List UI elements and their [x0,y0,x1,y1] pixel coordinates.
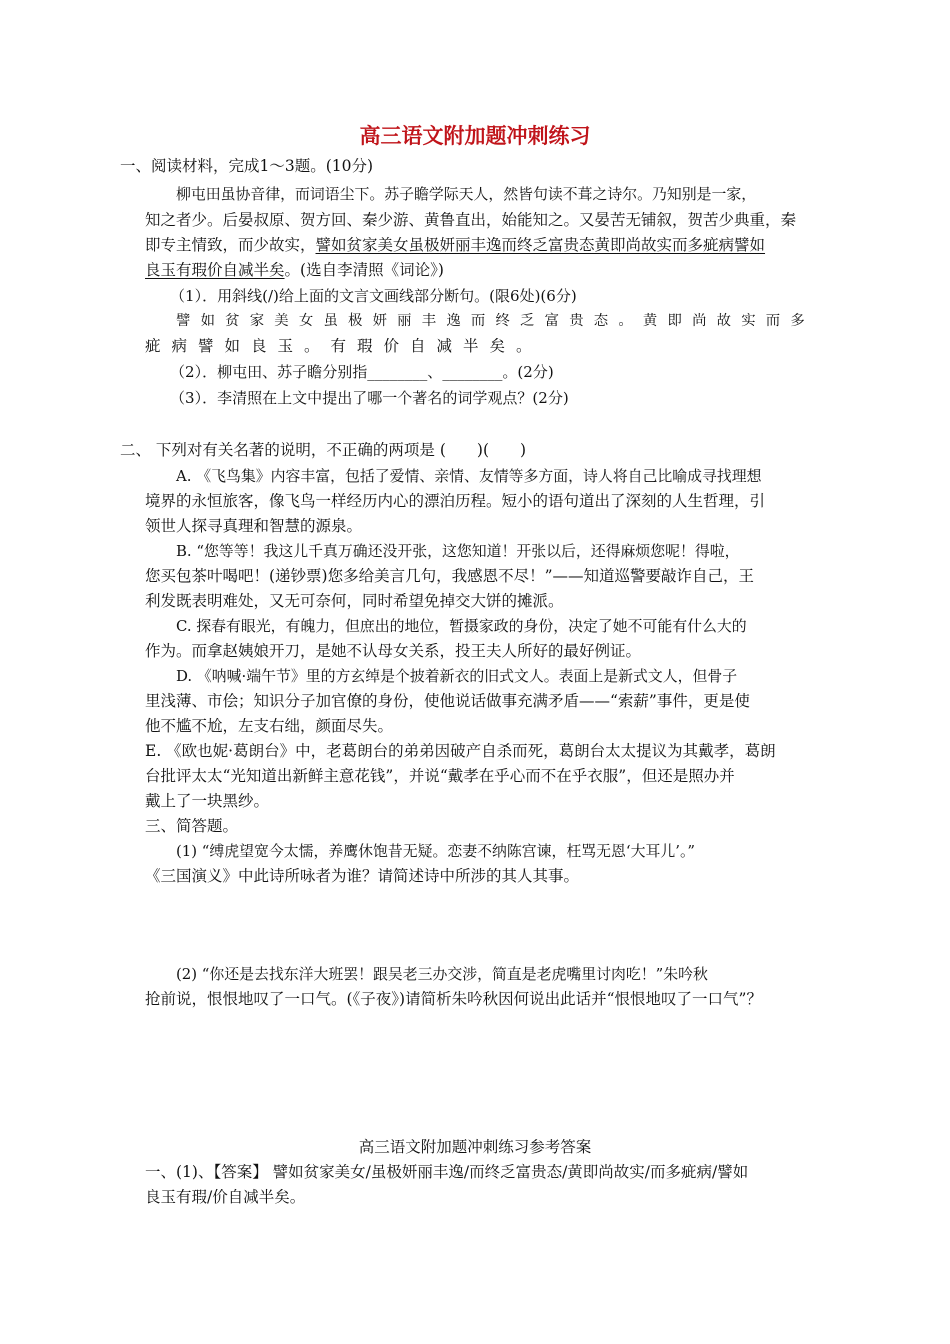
question-3-1-line-1: (1) “缚虎望宽今太懦，养鹰休饱昔无疑。恋妻不纳陈宫谏，枉骂无恩‘大耳儿’。” [176,842,696,860]
section2-heading: 二、 下列对有关名著的说明，不正确的两项是 ( )( ) [120,441,527,459]
option-b-line-3: 利发既表明难处，又无可奈何，同时希望免掉交大饼的摊派。 [145,592,564,610]
option-e-line-1: E. 《欧也妮·葛朗台》中，老葛朗台的弟弟因破产自杀而死，葛朗台太太提议为其戴孝，葛朗 [145,742,776,760]
passage-line-1: 柳屯田虽协音律，而词语尘下。苏子瞻学际天人，然皆句读不葺之诗尔。乃知别是一家， [176,185,757,203]
question-3-2-line-1: (2) “你还是去找东洋大班罢！跟吴老三办交涉，简直是老虎嘴里讨肉吃！”朱吟秋 [176,965,708,983]
q1-text-line-2: 疵病譬如良玉。有瑕价自减半矣。 [145,337,543,355]
question-3-1-line-2: 《三国演义》中此诗所咏者为谁？请简述诗中所涉的其人其事。 [145,867,580,885]
option-d-line-1: D. 《呐喊·端午节》里的方玄绰是个披着新衣的旧式文人。表面上是新式文人，但骨子 [176,667,738,685]
option-c-line-2: 作为。而拿赵姨娘开刀，是她不认母女关系，投王夫人所好的最好例证。 [145,642,642,660]
passage-underlined-part-2: 良玉有瑕价自减半矣 [145,261,285,279]
question-1-1: （1）．用斜线(/)给上面的文言文画线部分断句。(限6处)(6分) [170,287,577,305]
q1-text-line-1: 譬如贫家美女虽极妍丽丰逸而终乏富贵态。黄即尚故实而多 [176,313,815,329]
option-a-line-3: 领世人探寻真理和智慧的源泉。 [145,517,363,535]
answer-line-1: 一、(1)、【答案】 譬如贫家美女/虽极妍丽丰逸/而终乏富贵态/黄即尚故实/而多疵病/譬如 [145,1163,749,1181]
option-c-line-1: C. 探春有眼光，有魄力，但庶出的地位，暂摄家政的身份，决定了她不可能有什么大的 [176,617,747,635]
option-b-line-2: 您买包茶叶喝吧！(递钞票)您多给美言几句，我感恩不尽！”——知道巡警要敲诈自己，王 [145,567,755,585]
answer-line-2: 良玉有瑕/价自减半矣。 [145,1188,306,1206]
passage-underlined-part-1: 譬如贫家美女虽极妍丽丰逸而终乏富贵态黄即尚故实而多疵病譬如 [315,236,766,254]
option-e-line-3: 戴上了一块黑纱。 [145,792,270,810]
option-e-line-2: 台批评太太“光知道出新鲜主意花钱”，并说“戴孝在乎心而不在乎衣服”，但还是照办并 [145,767,735,785]
passage-line-3 [145,235,810,255]
option-d-line-3: 他不尴不尬，左支右绌，颜面尽失。 [145,717,394,735]
question-3-2-line-2: 抢前说，恨恨地叹了一口气。(《子夜》)请简析朱吟秋因何说出此话并“恨恨地叹了一口气”？ [145,990,762,1008]
question-1-2: （2）．柳屯田、苏子瞻分别指________、________。(2分) [170,363,554,381]
question-1-3: （3）．李清照在上文中提出了哪一个著名的词学观点？(2分) [170,389,569,407]
section1-heading: 一、阅读材料，完成1～3题。(10分) [120,157,374,175]
passage-line-3-plain: 即专主情致，而少故实， [145,236,316,254]
section3-heading: 三、简答题。 [145,817,239,835]
option-b-line-1: B. “您等等！我这儿千真万确还没开张，这您知道！开张以后，还得麻烦您呢！得啦， [176,542,740,560]
document-title: 高三语文附加题冲刺练习 [359,124,591,148]
option-a-line-1: A. 《飞鸟集》内容丰富，包括了爱情、亲情、友情等多方面，诗人将自己比喻成寻找理想 [176,467,762,485]
passage-line-2: 知之者少。后晏叔原、贺方回、秦少游、黄鲁直出，始能知之。又晏苦无铺叙，贺苦少典重，秦 [145,211,797,229]
passage-line-4 [145,260,810,280]
answers-heading: 高三语文附加题冲刺练习参考答案 [358,1138,592,1156]
option-a-line-2: 境界的永恒旅客，像飞鸟一样经历内心的漂泊历程。短小的语句道出了深刻的人生哲理，引 [145,492,766,510]
option-d-line-2: 里浅薄、市侩；知识分子加官僚的身份，使他说话做事充满矛盾——“索薪”事件，更是使 [145,692,750,710]
passage-source: 。(选自李清照《词论》) [284,261,444,279]
